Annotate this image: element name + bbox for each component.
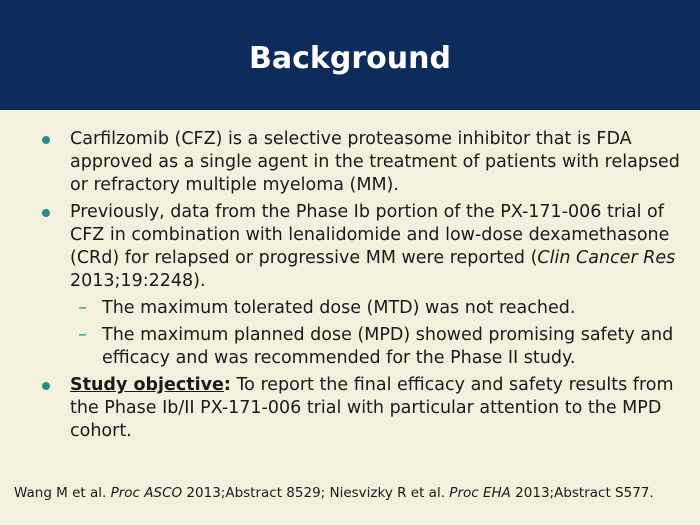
objective-colon: :	[223, 375, 231, 395]
bullet-dot-icon	[42, 136, 50, 144]
references-footnote	[14, 484, 684, 502]
journal-name: Proc ASCO	[110, 485, 183, 501]
bullet-item	[40, 374, 680, 443]
sub-bullet-item	[40, 324, 680, 370]
citation-text: 2013;19:2248).	[70, 271, 206, 291]
journal-name: Proc EHA	[449, 485, 511, 501]
reference-text: 2013;Abstract S577.	[510, 485, 654, 501]
study-objective-label: Study objective	[70, 375, 224, 395]
sub-bullet-text: The maximum planned dose (MPD) showed promising safety and efficacy and was recommended for the Phase II study.	[102, 325, 674, 368]
slide-body	[40, 128, 680, 447]
reference-text: Wang M et al.	[14, 485, 111, 501]
slide-title: Background	[249, 40, 451, 76]
reference-text: 2013;Abstract 8529; Niesvizky R et al.	[182, 485, 450, 501]
bullet-text: To report the final efficacy and safety results from the Phase Ib/II PX-171-006 trial with particular attention to the MPD cohort.	[70, 375, 674, 441]
dash-marker: –	[78, 298, 87, 318]
journal-name: Clin Cancer Res	[537, 248, 676, 268]
bullet-item	[40, 128, 680, 197]
bullet-dot-icon	[42, 382, 50, 390]
bullet-dot-icon	[42, 209, 50, 217]
sub-bullet-item	[40, 297, 680, 320]
dash-marker: –	[78, 325, 87, 345]
sub-bullet-text: The maximum tolerated dose (MTD) was not reached.	[102, 298, 576, 318]
bullet-item	[40, 201, 680, 293]
title-bar	[0, 0, 700, 110]
bullet-text: Carfilzomib (CFZ) is a selective proteasome inhibitor that is FDA approved as a single agent in the treatment of patients with relapsed or refractory multiple myeloma (MM).	[70, 129, 680, 195]
bullet-text: Previously, data from the Phase Ib portion of the PX-171-006 trial of CFZ in combination with lenalidomide and low-dose dexamethasone (CRd) for relapsed or progressive MM were reported (	[70, 202, 670, 268]
